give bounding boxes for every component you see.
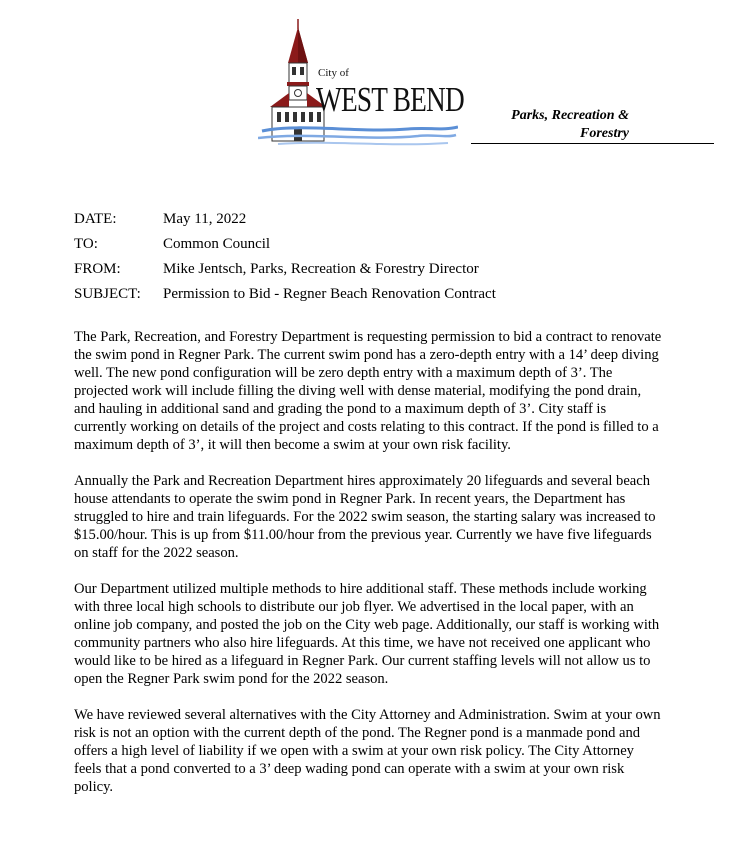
memo-label: TO: bbox=[74, 236, 98, 252]
department-line-1: Parks, Recreation & bbox=[511, 108, 629, 123]
department-heading bbox=[511, 107, 629, 143]
header-rule bbox=[471, 143, 714, 144]
body-paragraph: We have reviewed several alternatives with the City Attorney and Administration. Swim at your own risk is not an option with the current depth of the pond. The Regner pond is a manmade pond and offers a high level of liability if we open with a swim at your own risk policy. The City Attorney feels that a pond converted to a 3’ deep wading pond can operate with a swim at your own risk policy. bbox=[74, 707, 661, 795]
department-line-2: Forestry bbox=[580, 126, 629, 141]
body-paragraph: The Park, Recreation, and Forestry Department is requesting permission to bid a contract to renovate the swim pond in Regner Park. The current swim pond has a zero-depth entry with a 14’ deep diving well. The new pond configuration will be zero depth entry with a maximum depth of 3’. The projected work will include filling the diving well with dense material, modifying the pond drain, and hauling in additional sand and grading the pond to a maximum depth of 3’. City staff is currently working on details of the project and costs relating to this contract. If the pond is filled to a maximum depth of 3’, it will then become a swim at your own risk facility. bbox=[74, 329, 662, 453]
memo-value: Common Council bbox=[163, 236, 271, 252]
memo-body bbox=[74, 328, 662, 814]
memo-label: DATE: bbox=[74, 211, 117, 227]
memo-value: Mike Jentsch, Parks, Recreation & Forestry Director bbox=[163, 261, 479, 277]
city-logo bbox=[258, 15, 464, 150]
memo-value: May 11, 2022 bbox=[163, 211, 247, 227]
logo-city-name: WEST BEND bbox=[316, 80, 464, 119]
body-paragraph: Annually the Park and Recreation Department hires approximately 20 lifeguards and several beach house attendants to operate the swim pond in Regner Park. In recent years, the Department has struggled to hire and train lifeguards. For the 2022 swim season, the starting salary was increased to $15.00/hour. This is up from $11.00/hour from the previous year. Currently we have five lifeguards on staff for the 2022 season. bbox=[74, 473, 656, 561]
memo-value: Permission to Bid - Regner Beach Renovation Contract bbox=[163, 286, 496, 302]
memo-label: FROM: bbox=[74, 261, 121, 277]
body-paragraph: Our Department utilized multiple methods to hire additional staff. These methods include working with three local high schools to distribute our job flyer. We advertised in the local paper, with an online job company, and posted the job on the City web page. Additionally, our staff is working with community partners who also hire lifeguards. At this time, we have not received one applicant who would like to be hired as a lifeguard in Regner Park. Our current staffing levels will not allow us to open the Regner Park swim pond for the 2022 season. bbox=[74, 581, 660, 687]
logo-city-of-text: City of bbox=[318, 67, 349, 79]
memo-label: SUBJECT: bbox=[74, 286, 141, 302]
